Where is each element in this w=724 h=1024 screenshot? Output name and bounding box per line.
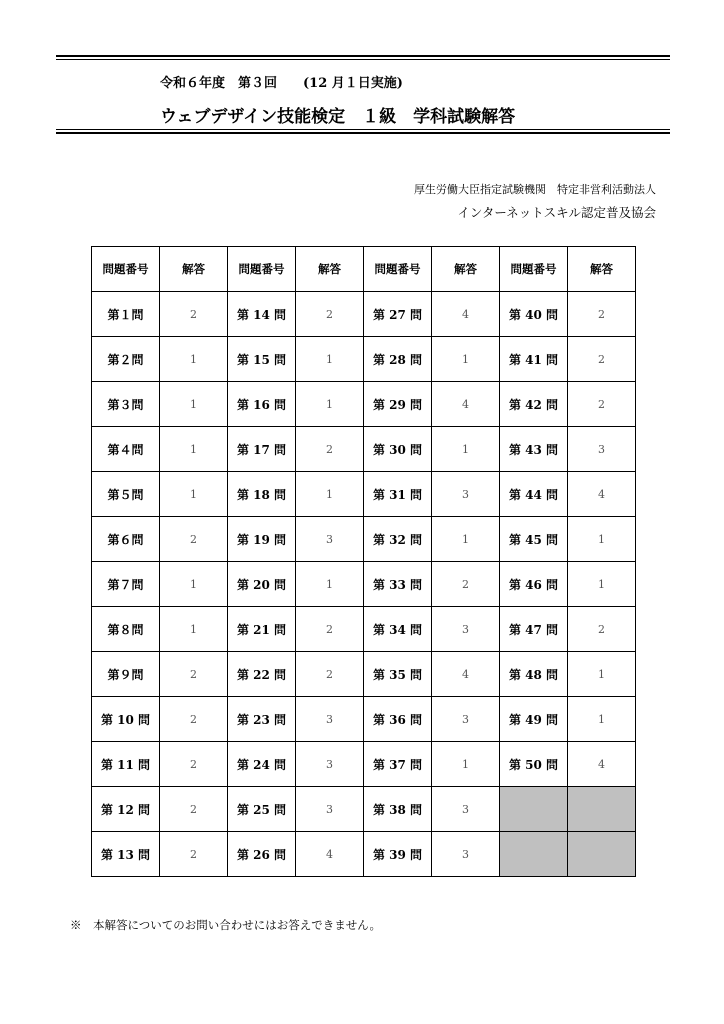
header-rule-bottom-thick: [56, 132, 670, 134]
question-number-cell: 第 22 問: [228, 652, 296, 697]
answer-cell: 1: [160, 337, 228, 382]
table-row: [92, 562, 636, 607]
question-number-cell: 第 42 問: [500, 382, 568, 427]
question-number-cell: 第 23 問: [228, 697, 296, 742]
answer-cell: 2: [432, 562, 500, 607]
organization-name: インターネットスキル認定普及協会: [457, 205, 656, 220]
answer-cell: 4: [296, 832, 364, 877]
question-number-cell: 第１問: [92, 292, 160, 337]
answer-cell: 1: [160, 382, 228, 427]
exam-session-line: 令和６年度 第３回 (12 月１日実施): [160, 76, 403, 91]
question-number-cell: 第９問: [92, 652, 160, 697]
empty-shaded-cell: [568, 832, 636, 877]
answer-cell: 3: [432, 787, 500, 832]
answer-cell: 3: [432, 832, 500, 877]
question-number-cell: 第 12 問: [92, 787, 160, 832]
question-number-cell: 第 44 問: [500, 472, 568, 517]
answer-cell: 2: [160, 517, 228, 562]
question-number-cell: 第 34 問: [364, 607, 432, 652]
empty-shaded-cell: [500, 832, 568, 877]
question-number-cell: 第３問: [92, 382, 160, 427]
question-number-cell: 第 17 問: [228, 427, 296, 472]
answer-cell: 1: [160, 607, 228, 652]
question-number-cell: 第 31 問: [364, 472, 432, 517]
answer-cell: 1: [568, 652, 636, 697]
question-number-cell: 第８問: [92, 607, 160, 652]
empty-shaded-cell: [500, 787, 568, 832]
column-header-answer: 解答: [160, 247, 228, 292]
question-number-cell: 第 15 問: [228, 337, 296, 382]
answer-cell: 1: [296, 382, 364, 427]
answer-cell: 2: [160, 292, 228, 337]
table-row: [92, 427, 636, 472]
answer-cell: 1: [296, 337, 364, 382]
answer-cell: 1: [432, 427, 500, 472]
question-number-cell: 第 10 問: [92, 697, 160, 742]
organization-designation: 厚生労働大臣指定試験機関 特定非営利活動法人: [414, 183, 656, 196]
question-number-cell: 第 36 問: [364, 697, 432, 742]
footer-note: ※ 本解答についてのお問い合わせにはお答えできません。: [70, 918, 381, 932]
question-number-cell: 第 46 問: [500, 562, 568, 607]
question-number-cell: 第７問: [92, 562, 160, 607]
question-number-cell: 第 20 問: [228, 562, 296, 607]
table-row: [92, 697, 636, 742]
answer-cell: 3: [296, 742, 364, 787]
answer-cell: 2: [296, 427, 364, 472]
answer-table-header-row: [92, 247, 636, 292]
table-row: [92, 652, 636, 697]
column-header-answer: 解答: [432, 247, 500, 292]
question-number-cell: 第 38 問: [364, 787, 432, 832]
question-number-cell: 第４問: [92, 427, 160, 472]
question-number-cell: 第 47 問: [500, 607, 568, 652]
answer-cell: 1: [568, 517, 636, 562]
answer-cell: 2: [296, 652, 364, 697]
answer-cell: 2: [160, 652, 228, 697]
question-number-cell: 第 41 問: [500, 337, 568, 382]
table-row: [92, 742, 636, 787]
column-header-question-number: 問題番号: [364, 247, 432, 292]
answer-cell: 1: [160, 427, 228, 472]
question-number-cell: 第６問: [92, 517, 160, 562]
answer-cell: 4: [568, 742, 636, 787]
question-number-cell: 第 16 問: [228, 382, 296, 427]
answer-cell: 3: [432, 697, 500, 742]
answer-cell: 1: [568, 562, 636, 607]
answer-cell: 1: [432, 337, 500, 382]
question-number-cell: 第 24 問: [228, 742, 296, 787]
table-row: [92, 382, 636, 427]
table-row: [92, 787, 636, 832]
table-row: [92, 607, 636, 652]
answer-cell: 3: [296, 787, 364, 832]
answer-cell: 3: [296, 517, 364, 562]
answer-cell: 1: [432, 517, 500, 562]
answer-table: [91, 246, 636, 877]
column-header-question-number: 問題番号: [228, 247, 296, 292]
answer-cell: 1: [296, 472, 364, 517]
table-row: [92, 832, 636, 877]
table-row: [92, 337, 636, 382]
document-title: ウェブデザイン技能検定 １級 学科試験解答: [160, 107, 516, 127]
answer-cell: 4: [432, 292, 500, 337]
answer-cell: 2: [160, 697, 228, 742]
header-rule-top-thick: [56, 55, 670, 57]
answer-cell: 3: [432, 472, 500, 517]
question-number-cell: 第 14 問: [228, 292, 296, 337]
question-number-cell: 第 48 問: [500, 652, 568, 697]
question-number-cell: 第 40 問: [500, 292, 568, 337]
answer-cell: 3: [568, 427, 636, 472]
answer-cell: 1: [568, 697, 636, 742]
question-number-cell: 第２問: [92, 337, 160, 382]
answer-cell: 4: [432, 652, 500, 697]
column-header-answer: 解答: [296, 247, 364, 292]
answer-cell: 3: [432, 607, 500, 652]
empty-shaded-cell: [568, 787, 636, 832]
table-row: [92, 472, 636, 517]
question-number-cell: 第 19 問: [228, 517, 296, 562]
question-number-cell: 第 32 問: [364, 517, 432, 562]
question-number-cell: 第 27 問: [364, 292, 432, 337]
answer-cell: 1: [160, 472, 228, 517]
question-number-cell: 第 11 問: [92, 742, 160, 787]
question-number-cell: 第 37 問: [364, 742, 432, 787]
answer-cell: 1: [432, 742, 500, 787]
question-number-cell: 第 33 問: [364, 562, 432, 607]
question-number-cell: 第 49 問: [500, 697, 568, 742]
question-number-cell: 第 39 問: [364, 832, 432, 877]
answer-cell: 2: [160, 742, 228, 787]
question-number-cell: 第 35 問: [364, 652, 432, 697]
table-row: [92, 517, 636, 562]
answer-cell: 2: [568, 292, 636, 337]
answer-cell: 2: [296, 607, 364, 652]
answer-cell: 2: [160, 787, 228, 832]
column-header-answer: 解答: [568, 247, 636, 292]
question-number-cell: 第 45 問: [500, 517, 568, 562]
column-header-question-number: 問題番号: [92, 247, 160, 292]
answer-cell: 2: [296, 292, 364, 337]
question-number-cell: 第 13 問: [92, 832, 160, 877]
header-rule-top-thin: [56, 59, 670, 60]
answer-cell: 4: [568, 472, 636, 517]
question-number-cell: 第 26 問: [228, 832, 296, 877]
column-header-question-number: 問題番号: [500, 247, 568, 292]
answer-cell: 2: [160, 832, 228, 877]
question-number-cell: 第 43 問: [500, 427, 568, 472]
answer-cell: 1: [296, 562, 364, 607]
answer-cell: 3: [296, 697, 364, 742]
question-number-cell: 第 28 問: [364, 337, 432, 382]
answer-cell: 2: [568, 382, 636, 427]
question-number-cell: 第 30 問: [364, 427, 432, 472]
table-row: [92, 292, 636, 337]
question-number-cell: 第５問: [92, 472, 160, 517]
header-rule-bottom-thin: [56, 129, 670, 130]
answer-cell: 4: [432, 382, 500, 427]
answer-cell: 2: [568, 337, 636, 382]
question-number-cell: 第 25 問: [228, 787, 296, 832]
question-number-cell: 第 18 問: [228, 472, 296, 517]
question-number-cell: 第 29 問: [364, 382, 432, 427]
answer-cell: 1: [160, 562, 228, 607]
answer-cell: 2: [568, 607, 636, 652]
question-number-cell: 第 50 問: [500, 742, 568, 787]
question-number-cell: 第 21 問: [228, 607, 296, 652]
